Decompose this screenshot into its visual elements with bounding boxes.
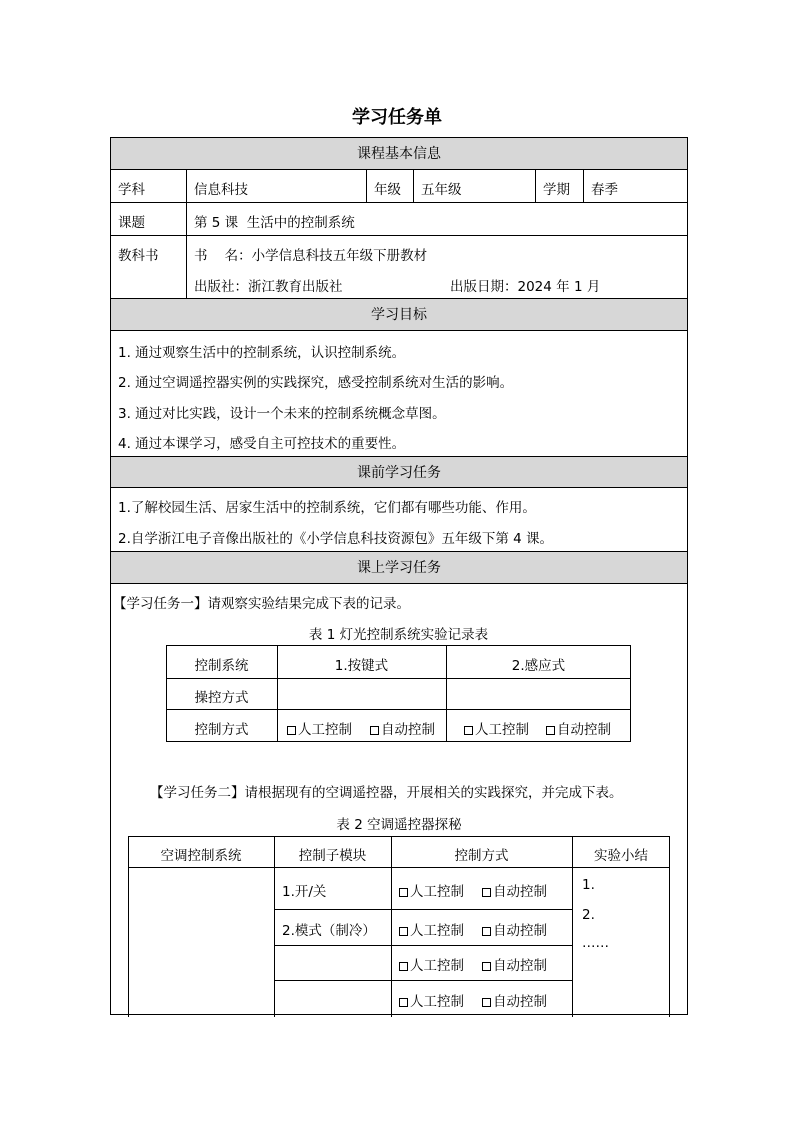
goal-item: 4. 通过本课学习，感受自主可控技术的重要性。	[118, 436, 406, 452]
table2-caption: 表 2 空调遥控器探秘	[336, 817, 462, 833]
textbook-name: 书 名：小学信息科技五年级下册教材	[194, 248, 428, 264]
page-title: 学习任务单	[352, 107, 442, 128]
checkbox-icon	[399, 962, 408, 971]
checkbox-icon	[482, 998, 491, 1007]
checkbox-icon	[399, 927, 408, 936]
table2-row-divider	[274, 945, 572, 946]
grade-label: 年级	[374, 182, 401, 198]
module-item: 1.开/关	[282, 884, 327, 900]
col-divider	[413, 170, 414, 202]
table1-header: 2.感应式	[511, 658, 566, 674]
checkbox-icon	[287, 726, 296, 735]
topic-value: 第 5 课 生活中的控制系统	[194, 215, 355, 231]
task2-text: 请根据现有的空调遥控器，开展相关的实践探究，并完成下表。	[244, 785, 623, 801]
checkbox-icon	[546, 726, 555, 735]
goal-item: 3. 通过对比实践，设计一个未来的控制系统概念草图。	[118, 406, 446, 422]
task1-text: 请观察实验结果完成下表的记录。	[207, 596, 410, 612]
table1-header: 1.按键式	[334, 658, 389, 674]
textbook-label: 教科书	[118, 248, 159, 264]
task2-bracket: 【学习任务二】	[150, 785, 245, 801]
table2-header: 控制子模块	[298, 848, 367, 864]
subject-value: 信息科技	[194, 182, 248, 198]
table1-header: 控制系统	[194, 658, 249, 674]
subject-label: 学科	[118, 182, 145, 198]
topic-label: 课题	[118, 215, 145, 231]
section-basic-info: 课程基本信息	[110, 137, 688, 170]
table2-row-divider	[128, 867, 670, 868]
goal-item: 2. 通过空调遥控器实例的实践探究，感受控制系统对生活的影响。	[118, 375, 514, 391]
table2-row-divider	[274, 980, 572, 981]
term-value: 春季	[591, 182, 618, 198]
module-item: 2.模式（制冷）	[282, 923, 376, 939]
checkbox-icon	[370, 726, 379, 735]
table2-header: 空调控制系统	[160, 848, 242, 864]
task2-intro	[150, 781, 623, 801]
table2-header: 实验小结	[594, 848, 648, 864]
task1-intro	[113, 592, 410, 612]
table1-caption: 表 1 灯光控制系统实验记录表	[308, 627, 489, 643]
section-pre-tasks: 课前学习任务	[110, 456, 688, 488]
col-divider	[583, 170, 584, 202]
checkbox-icon	[482, 888, 491, 897]
checkbox-icon	[399, 888, 408, 897]
row-divider	[110, 235, 688, 236]
checkbox-icon	[464, 726, 473, 735]
grade-value: 五年级	[421, 182, 462, 198]
checkbox-icon	[482, 927, 491, 936]
section-class-tasks: 课上学习任务	[110, 551, 688, 584]
checkbox-auto[interactable]: 自动控制	[482, 880, 547, 900]
pre-task-item: 1.了解校园生活、居家生活中的控制系统，它们都有哪些功能、作用。	[118, 500, 536, 516]
checkbox-manual[interactable]: 人工控制	[464, 718, 529, 738]
checkbox-auto[interactable]: 自动控制	[370, 718, 435, 738]
textbook-publisher: 出版社：浙江教育出版社	[194, 279, 343, 295]
checkbox-auto[interactable]: 自动控制	[482, 990, 547, 1010]
checkbox-manual[interactable]: 人工控制	[399, 954, 464, 974]
goal-item: 1. 通过观察生活中的控制系统，认识控制系统。	[118, 345, 406, 361]
summary-line: ……	[582, 935, 609, 951]
summary-line: 1.	[582, 877, 595, 893]
checkbox-manual[interactable]: 人工控制	[399, 990, 464, 1010]
section-goals: 学习目标	[110, 298, 688, 331]
checkbox-auto[interactable]: 自动控制	[482, 919, 547, 939]
checkbox-manual[interactable]: 人工控制	[399, 919, 464, 939]
summary-line: 2.	[582, 907, 595, 923]
checkbox-manual[interactable]: 人工控制	[287, 718, 352, 738]
checkbox-icon	[399, 998, 408, 1007]
table2-row-divider	[274, 909, 572, 910]
col-divider	[366, 170, 367, 202]
task1-bracket: 【学习任务一】	[113, 596, 208, 612]
row-divider	[110, 202, 688, 203]
checkbox-auto[interactable]: 自动控制	[482, 954, 547, 974]
checkbox-icon	[482, 962, 491, 971]
table1-row-divider	[166, 678, 631, 679]
checkbox-manual[interactable]: 人工控制	[399, 880, 464, 900]
table1-row-label: 操控方式	[194, 690, 249, 706]
table2-header: 控制方式	[454, 848, 509, 864]
col-divider	[186, 170, 187, 298]
pre-task-item: 2.自学浙江电子音像出版社的《小学信息科技资源包》五年级下第 4 课。	[118, 531, 554, 547]
textbook-pub-date: 出版日期：2024 年 1 月	[450, 279, 601, 295]
table1-row-divider	[166, 709, 631, 710]
col-divider	[535, 170, 536, 202]
term-label: 学期	[543, 182, 570, 198]
checkbox-auto[interactable]: 自动控制	[546, 718, 611, 738]
table1-row-label: 控制方式	[194, 722, 249, 738]
